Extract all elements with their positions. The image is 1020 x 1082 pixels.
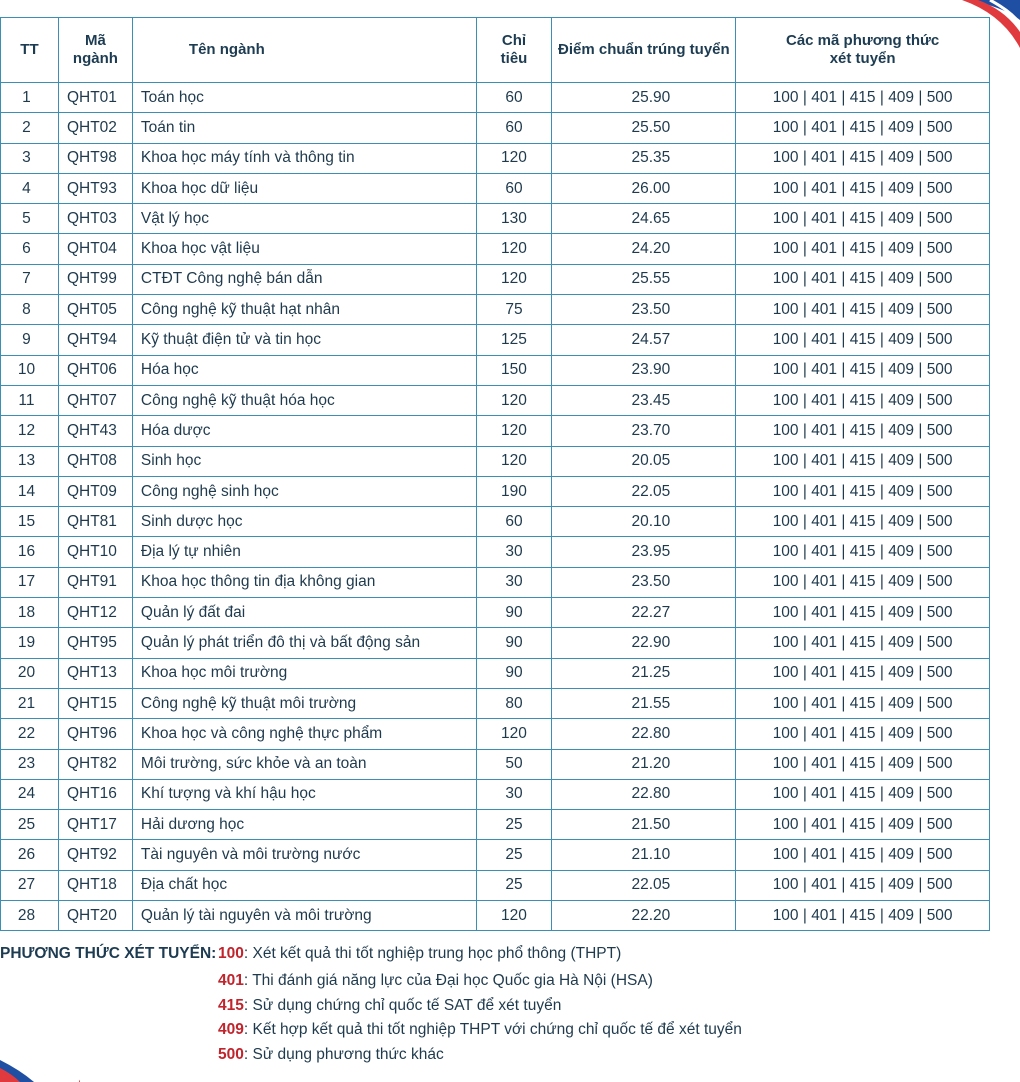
quota: 25: [476, 870, 552, 900]
row-number: 12: [1, 416, 59, 446]
program-name: Công nghệ kỹ thuật môi trường: [132, 688, 476, 718]
program-code: QHT93: [58, 173, 132, 203]
method-codes: 100 | 401 | 415 | 409 | 500: [736, 658, 990, 688]
program-code: QHT02: [58, 113, 132, 143]
method-codes: 100 | 401 | 415 | 409 | 500: [736, 446, 990, 476]
program-code: QHT03: [58, 204, 132, 234]
program-name: Khoa học máy tính và thông tin: [132, 143, 476, 173]
cutoff-score: 24.57: [552, 325, 736, 355]
program-code: QHT05: [58, 295, 132, 325]
method-codes: 100 | 401 | 415 | 409 | 500: [736, 416, 990, 446]
table-row: [1, 567, 990, 597]
method-codes: 100 | 401 | 415 | 409 | 500: [736, 779, 990, 809]
cutoff-score: 22.05: [552, 476, 736, 506]
table-row: [1, 779, 990, 809]
quota: 90: [476, 628, 552, 658]
program-name: Khí tượng và khí hậu học: [132, 779, 476, 809]
row-number: 26: [1, 840, 59, 870]
table-row: [1, 204, 990, 234]
program-name: Hải dương học: [132, 810, 476, 840]
cutoff-score: 25.50: [552, 113, 736, 143]
legend-item: [218, 972, 653, 990]
method-codes: 100 | 401 | 415 | 409 | 500: [736, 537, 990, 567]
table-row: [1, 83, 990, 113]
table-row: [1, 476, 990, 506]
quota: 30: [476, 779, 552, 809]
method-codes: 100 | 401 | 415 | 409 | 500: [736, 113, 990, 143]
cutoff-score: 22.90: [552, 628, 736, 658]
program-name: Công nghệ kỹ thuật hóa học: [132, 385, 476, 415]
method-codes: 100 | 401 | 415 | 409 | 500: [736, 901, 990, 931]
quota: 120: [476, 234, 552, 264]
legend-code: 415: [218, 997, 244, 1014]
row-number: 17: [1, 567, 59, 597]
program-name: Công nghệ kỹ thuật hạt nhân: [132, 295, 476, 325]
quota: 130: [476, 204, 552, 234]
program-name: Kỹ thuật điện tử và tin học: [132, 325, 476, 355]
cutoff-score: 22.80: [552, 779, 736, 809]
legend-title: PHƯƠNG THỨC XÉT TUYỂN:: [0, 945, 217, 962]
program-name: Hóa học: [132, 355, 476, 385]
row-number: 23: [1, 749, 59, 779]
row-number: 9: [1, 325, 59, 355]
program-name: Khoa học dữ liệu: [132, 173, 476, 203]
method-codes: 100 | 401 | 415 | 409 | 500: [736, 628, 990, 658]
program-code: QHT81: [58, 507, 132, 537]
header-name: Tên ngành: [132, 18, 476, 83]
program-name: Khoa học thông tin địa không gian: [132, 567, 476, 597]
program-code: QHT04: [58, 234, 132, 264]
program-code: QHT96: [58, 719, 132, 749]
row-number: 6: [1, 234, 59, 264]
method-codes: 100 | 401 | 415 | 409 | 500: [736, 688, 990, 718]
method-codes: 100 | 401 | 415 | 409 | 500: [736, 234, 990, 264]
method-codes: 100 | 401 | 415 | 409 | 500: [736, 295, 990, 325]
table-row: [1, 658, 990, 688]
quota: 60: [476, 113, 552, 143]
row-number: 14: [1, 476, 59, 506]
row-number: 13: [1, 446, 59, 476]
quota: 120: [476, 416, 552, 446]
cutoff-score: 24.20: [552, 234, 736, 264]
method-codes: 100 | 401 | 415 | 409 | 500: [736, 598, 990, 628]
program-code: QHT15: [58, 688, 132, 718]
method-codes: 100 | 401 | 415 | 409 | 500: [736, 476, 990, 506]
table-row: [1, 446, 990, 476]
legend-code: 409: [218, 1021, 244, 1038]
program-code: QHT20: [58, 901, 132, 931]
program-code: QHT09: [58, 476, 132, 506]
method-codes: 100 | 401 | 415 | 409 | 500: [736, 325, 990, 355]
table-row: [1, 295, 990, 325]
quota: 120: [476, 719, 552, 749]
cutoff-score: 20.10: [552, 507, 736, 537]
table-row: [1, 749, 990, 779]
cutoff-score: 22.05: [552, 870, 736, 900]
quota: 150: [476, 355, 552, 385]
table-row: [1, 416, 990, 446]
program-name: Khoa học môi trường: [132, 658, 476, 688]
cutoff-score: 22.27: [552, 598, 736, 628]
row-number: 28: [1, 901, 59, 931]
table-row: [1, 719, 990, 749]
table-row: [1, 840, 990, 870]
program-name: Quản lý đất đai: [132, 598, 476, 628]
cutoff-score: 25.90: [552, 83, 736, 113]
program-name: Vật lý học: [132, 204, 476, 234]
row-number: 24: [1, 779, 59, 809]
row-number: 27: [1, 870, 59, 900]
table-row: [1, 598, 990, 628]
row-number: 11: [1, 385, 59, 415]
method-codes: 100 | 401 | 415 | 409 | 500: [736, 870, 990, 900]
row-number: 19: [1, 628, 59, 658]
program-name: Khoa học và công nghệ thực phẩm: [132, 719, 476, 749]
quota: 120: [476, 385, 552, 415]
legend-item: [218, 1021, 742, 1039]
quota: 60: [476, 83, 552, 113]
header-quota: Chỉ tiêu: [476, 18, 552, 83]
program-name: Quản lý phát triển đô thị và bất động sản: [132, 628, 476, 658]
table-row: [1, 628, 990, 658]
program-code: QHT82: [58, 749, 132, 779]
program-code: QHT06: [58, 355, 132, 385]
row-number: 5: [1, 204, 59, 234]
row-number: 8: [1, 295, 59, 325]
legend-text: : Thi đánh giá năng lực của Đại học Quốc gia Hà Nội (HSA): [243, 972, 653, 989]
program-name: Địa chất học: [132, 870, 476, 900]
quota: 50: [476, 749, 552, 779]
cutoff-score: 22.20: [552, 901, 736, 931]
program-code: QHT08: [58, 446, 132, 476]
program-name: Toán tin: [132, 113, 476, 143]
header-methods: Các mã phương thức xét tuyển: [736, 18, 990, 83]
table-row: [1, 901, 990, 931]
program-name: Hóa dược: [132, 416, 476, 446]
cutoff-score: 26.00: [552, 173, 736, 203]
program-code: QHT10: [58, 537, 132, 567]
program-code: QHT12: [58, 598, 132, 628]
program-code: QHT16: [58, 779, 132, 809]
quota: 80: [476, 688, 552, 718]
method-codes: 100 | 401 | 415 | 409 | 500: [736, 204, 990, 234]
cutoff-score: 23.70: [552, 416, 736, 446]
row-number: 25: [1, 810, 59, 840]
legend-text: : Xét kết quả thi tốt nghiệp trung học phổ thông (THPT): [243, 945, 622, 962]
quota: 75: [476, 295, 552, 325]
method-codes: 100 | 401 | 415 | 409 | 500: [736, 143, 990, 173]
table-row: [1, 810, 990, 840]
quota: 120: [476, 143, 552, 173]
legend-item: [218, 1046, 444, 1064]
program-name: Môi trường, sức khỏe và an toàn: [132, 749, 476, 779]
table-row: [1, 355, 990, 385]
method-codes: 100 | 401 | 415 | 409 | 500: [736, 507, 990, 537]
quota: 120: [476, 264, 552, 294]
row-number: 7: [1, 264, 59, 294]
legend-code: 401: [218, 972, 244, 989]
row-number: 3: [1, 143, 59, 173]
corner-ribbon-decoration-bottom: [0, 1042, 80, 1082]
program-name: Tài nguyên và môi trường nước: [132, 840, 476, 870]
quota: 25: [476, 810, 552, 840]
program-code: QHT92: [58, 840, 132, 870]
quota: 120: [476, 901, 552, 931]
method-codes: 100 | 401 | 415 | 409 | 500: [736, 264, 990, 294]
cutoff-score: 23.45: [552, 385, 736, 415]
cutoff-score: 22.80: [552, 719, 736, 749]
table-row: [1, 264, 990, 294]
program-name: CTĐT Công nghệ bán dẫn: [132, 264, 476, 294]
row-number: 2: [1, 113, 59, 143]
program-code: QHT94: [58, 325, 132, 355]
row-number: 16: [1, 537, 59, 567]
program-name: Khoa học vật liệu: [132, 234, 476, 264]
quota: 90: [476, 598, 552, 628]
table-row: [1, 234, 990, 264]
cutoff-score: 23.95: [552, 537, 736, 567]
method-codes: 100 | 401 | 415 | 409 | 500: [736, 567, 990, 597]
cutoff-score: 25.55: [552, 264, 736, 294]
program-name: Toán học: [132, 83, 476, 113]
legend-item: [218, 997, 561, 1015]
row-number: 15: [1, 507, 59, 537]
header-tt: TT: [1, 18, 59, 83]
table-row: [1, 325, 990, 355]
legend-code: 100: [218, 945, 244, 962]
legend-text: : Sử dụng chứng chỉ quốc tế SAT để xét tuyển: [243, 997, 562, 1014]
quota: 90: [476, 658, 552, 688]
cutoff-score: 20.05: [552, 446, 736, 476]
table-row: [1, 507, 990, 537]
legend-text: : Kết hợp kết quả thi tốt nghiệp THPT với chứng chỉ quốc tế để xét tuyển: [243, 1021, 742, 1038]
table-row: [1, 537, 990, 567]
program-code: QHT01: [58, 83, 132, 113]
admission-scores-table: [0, 17, 990, 931]
method-codes: 100 | 401 | 415 | 409 | 500: [736, 173, 990, 203]
method-codes: 100 | 401 | 415 | 409 | 500: [736, 840, 990, 870]
row-number: 20: [1, 658, 59, 688]
table-row: [1, 385, 990, 415]
legend-item: [218, 945, 621, 963]
program-code: QHT99: [58, 264, 132, 294]
header-score: Điểm chuẩn trúng tuyển: [552, 18, 736, 83]
method-codes: 100 | 401 | 415 | 409 | 500: [736, 385, 990, 415]
cutoff-score: 21.55: [552, 688, 736, 718]
quota: 25: [476, 840, 552, 870]
cutoff-score: 24.65: [552, 204, 736, 234]
cutoff-score: 23.50: [552, 295, 736, 325]
program-code: QHT07: [58, 385, 132, 415]
table-row: [1, 870, 990, 900]
cutoff-score: 25.35: [552, 143, 736, 173]
row-number: 1: [1, 83, 59, 113]
quota: 30: [476, 567, 552, 597]
cutoff-score: 21.25: [552, 658, 736, 688]
method-codes: 100 | 401 | 415 | 409 | 500: [736, 355, 990, 385]
quota: 125: [476, 325, 552, 355]
quota: 120: [476, 446, 552, 476]
quota: 60: [476, 507, 552, 537]
method-codes: 100 | 401 | 415 | 409 | 500: [736, 810, 990, 840]
quota: 60: [476, 173, 552, 203]
quota: 190: [476, 476, 552, 506]
row-number: 10: [1, 355, 59, 385]
cutoff-score: 21.10: [552, 840, 736, 870]
program-code: QHT18: [58, 870, 132, 900]
row-number: 4: [1, 173, 59, 203]
row-number: 18: [1, 598, 59, 628]
cutoff-score: 21.20: [552, 749, 736, 779]
program-code: QHT91: [58, 567, 132, 597]
program-name: Quản lý tài nguyên và môi trường: [132, 901, 476, 931]
program-name: Sinh học: [132, 446, 476, 476]
table-row: [1, 688, 990, 718]
quota: 30: [476, 537, 552, 567]
table-row: [1, 173, 990, 203]
program-code: QHT13: [58, 658, 132, 688]
table-header-row: [1, 18, 990, 83]
program-name: Địa lý tự nhiên: [132, 537, 476, 567]
program-code: QHT17: [58, 810, 132, 840]
table-row: [1, 143, 990, 173]
cutoff-score: 23.90: [552, 355, 736, 385]
header-code: Mã ngành: [58, 18, 132, 83]
legend-code: 500: [218, 1046, 244, 1063]
method-codes: 100 | 401 | 415 | 409 | 500: [736, 719, 990, 749]
program-code: QHT95: [58, 628, 132, 658]
cutoff-score: 21.50: [552, 810, 736, 840]
row-number: 22: [1, 719, 59, 749]
table-row: [1, 113, 990, 143]
program-name: Sinh dược học: [132, 507, 476, 537]
legend-text: : Sử dụng phương thức khác: [243, 1046, 444, 1063]
program-code: QHT98: [58, 143, 132, 173]
row-number: 21: [1, 688, 59, 718]
program-name: Công nghệ sinh học: [132, 476, 476, 506]
cutoff-score: 23.50: [552, 567, 736, 597]
method-codes: 100 | 401 | 415 | 409 | 500: [736, 83, 990, 113]
method-codes: 100 | 401 | 415 | 409 | 500: [736, 749, 990, 779]
program-code: QHT43: [58, 416, 132, 446]
